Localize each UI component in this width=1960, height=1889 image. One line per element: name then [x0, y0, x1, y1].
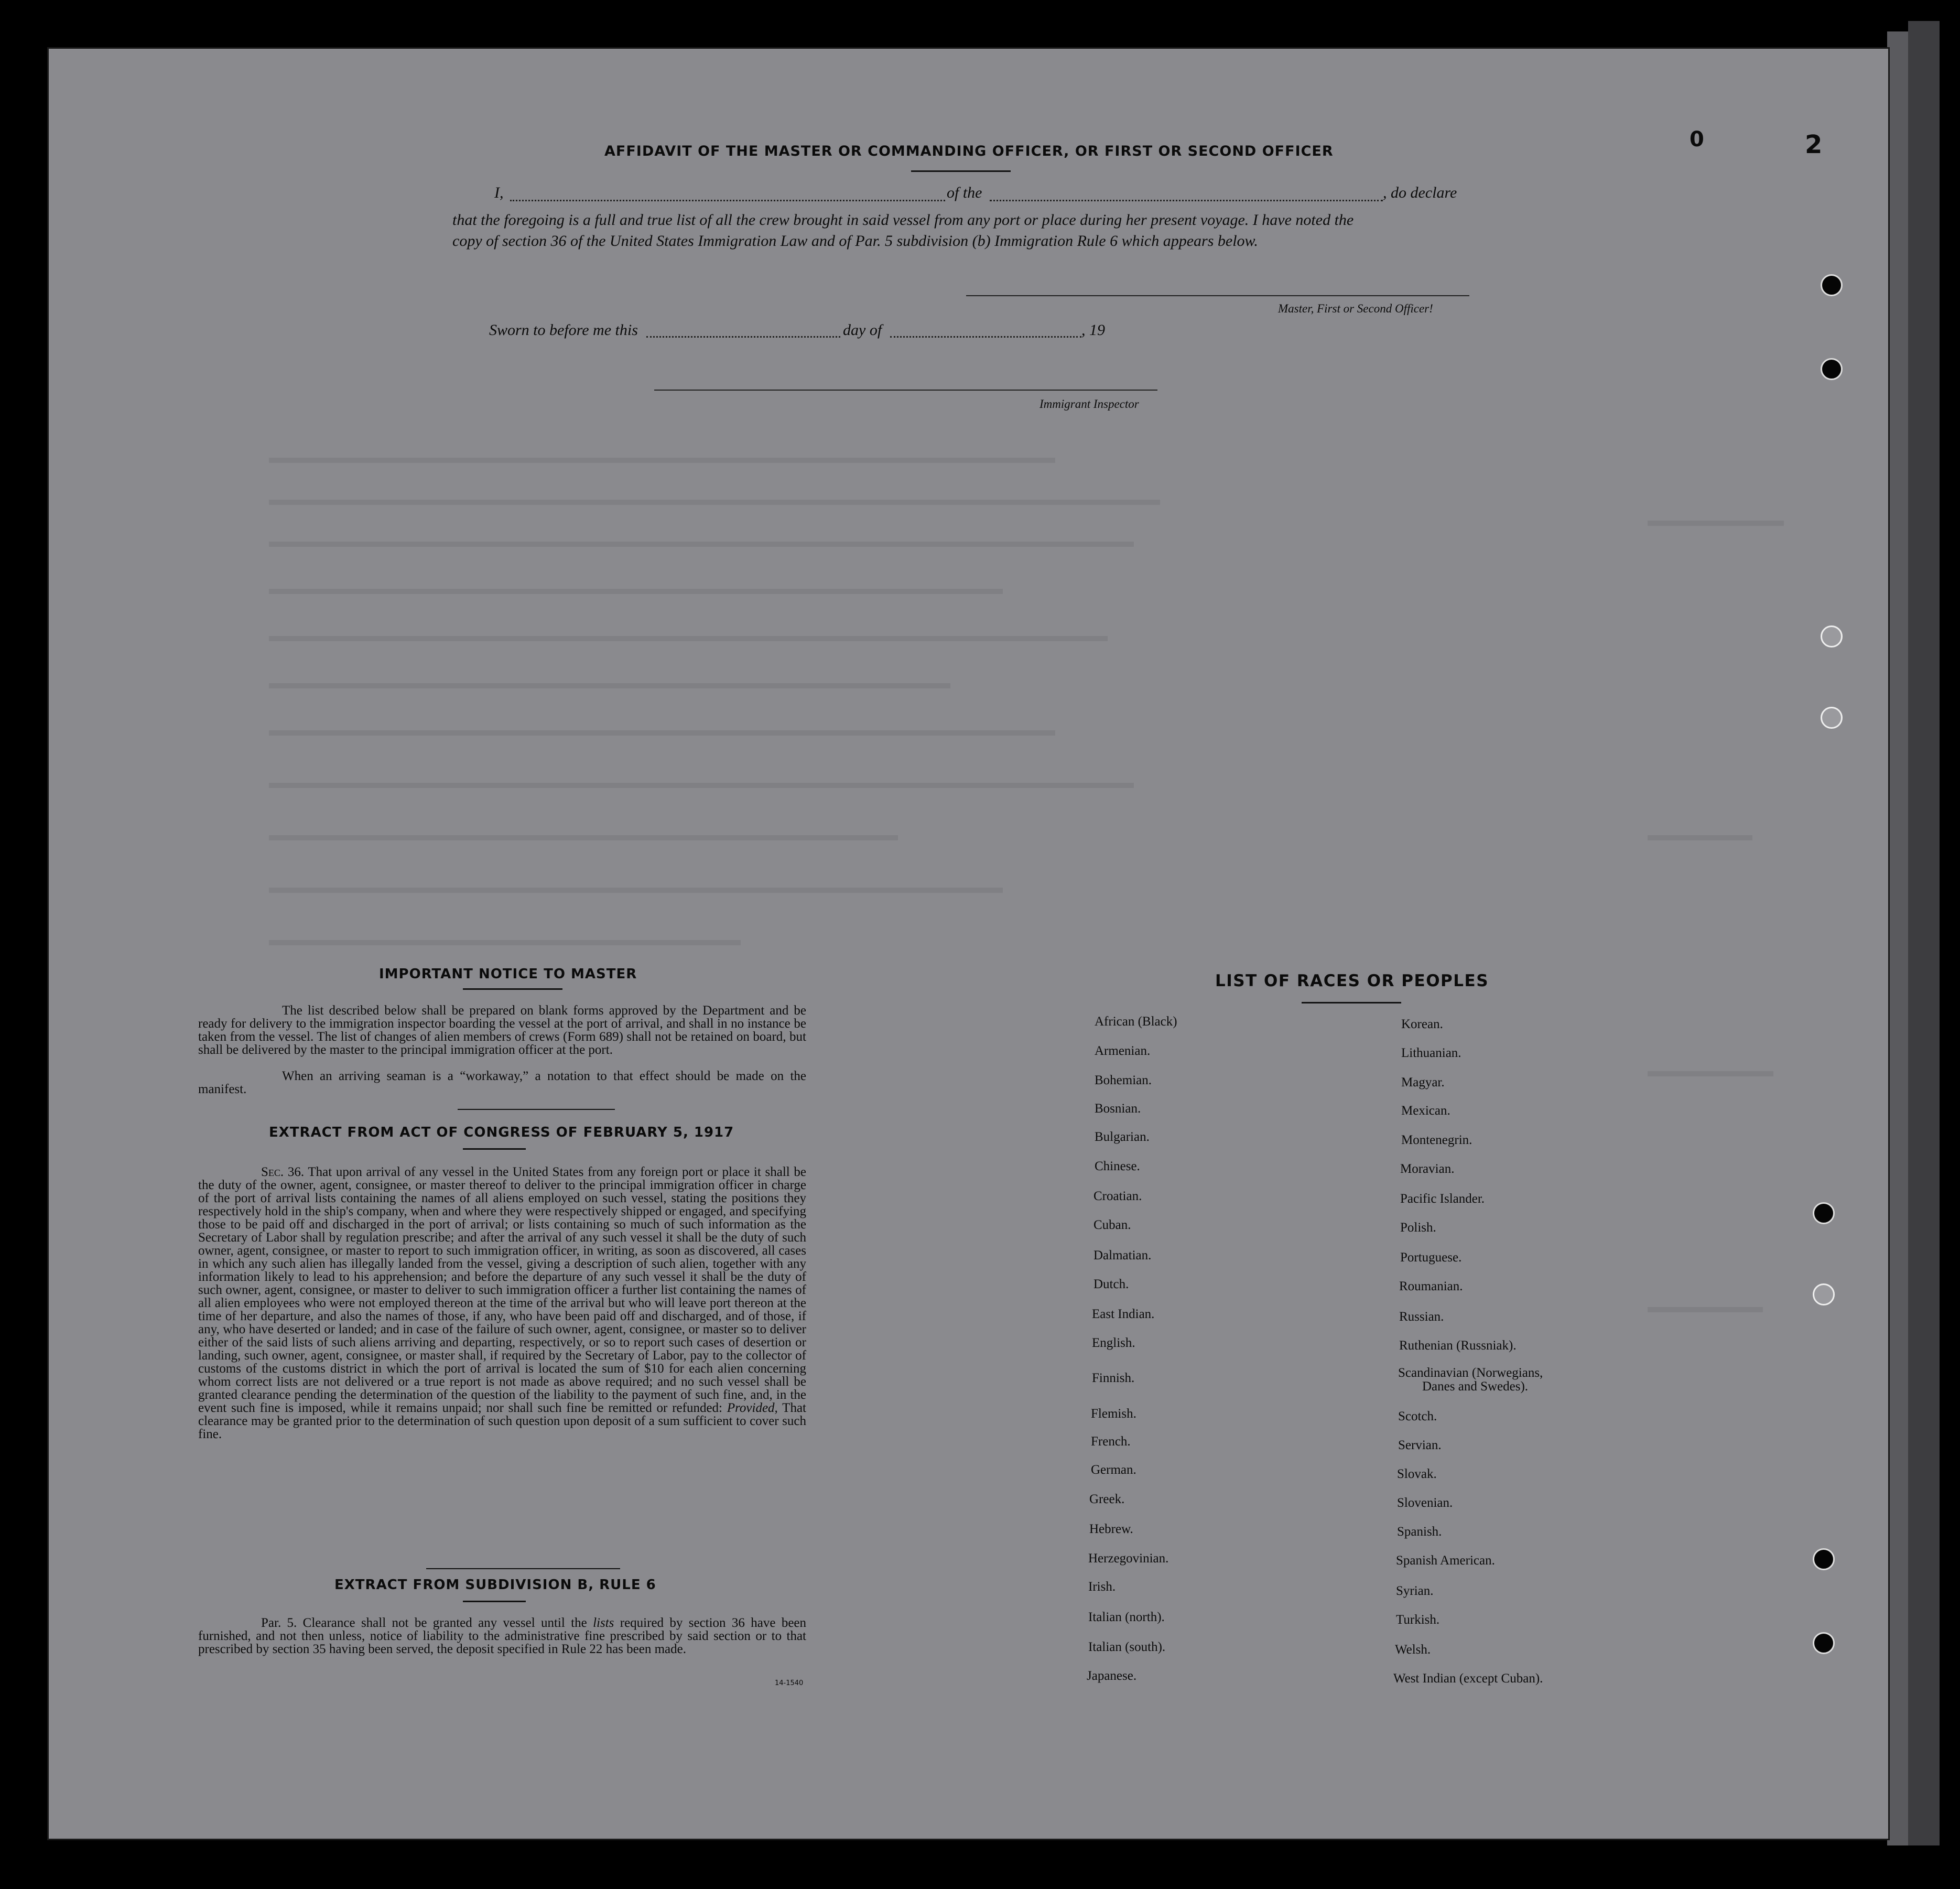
race-item: Chinese.	[1095, 1159, 1140, 1173]
race-item: Hebrew.	[1089, 1522, 1133, 1536]
year-label: , 19	[1081, 321, 1105, 339]
race-item: Spanish American.	[1396, 1553, 1495, 1568]
act-sec-label: Sec. 36.	[261, 1165, 305, 1179]
inspector-caption: Immigrant Inspector	[1039, 397, 1139, 411]
race-item: English.	[1092, 1336, 1135, 1350]
race-item: Cuban.	[1093, 1218, 1131, 1232]
race-item: East Indian.	[1092, 1307, 1155, 1321]
race-item: Slovenian.	[1397, 1496, 1453, 1510]
binder-hole	[1821, 358, 1843, 380]
underlying-sheet-edge	[1908, 21, 1940, 1845]
affidavit-i-label: I,	[494, 184, 504, 201]
race-item: Mexican.	[1401, 1104, 1450, 1118]
rule-text-a: Clearance shall not be granted any vessel until the	[302, 1616, 587, 1630]
margin-page-mark: 2	[1805, 130, 1823, 159]
affidavit-line-3: copy of section 36 of the United States Immigration Law and of Par. 5 subdivision (b) Immigration Rule 6 which appears below.	[452, 232, 1258, 250]
race-item: Welsh.	[1395, 1643, 1431, 1657]
rule-par-label: Par. 5.	[261, 1616, 297, 1630]
race-item: Japanese.	[1087, 1669, 1137, 1683]
race-item: Herzegovinian.	[1088, 1551, 1169, 1566]
race-item: African (Black)	[1095, 1014, 1177, 1029]
rule-lists: lists	[593, 1616, 614, 1630]
race-item: Italian (north).	[1088, 1610, 1165, 1624]
notice-title: IMPORTANT NOTICE TO MASTER	[379, 966, 637, 982]
section-divider	[426, 1568, 620, 1569]
rule-divider	[463, 1601, 526, 1602]
rule-paragraph	[198, 1616, 806, 1656]
rule-text-b: required by section 36 have been furnished, and not then unless, notice of liability to the administrative fine prescribed by said section or to that prescribed by section 35 having been served, the deposit specified in Rule 22 has been made.	[198, 1616, 807, 1656]
act-provided: Provided,	[727, 1401, 778, 1415]
race-item: Italian (south).	[1088, 1640, 1166, 1654]
affiant-name-field[interactable]	[510, 200, 945, 201]
race-item: Bohemian.	[1095, 1073, 1152, 1087]
race-item: Scotch.	[1398, 1409, 1437, 1423]
binder-hole	[1813, 1283, 1835, 1305]
race-item: Servian.	[1398, 1438, 1442, 1452]
race-item: Ruthenian (Russniak).	[1399, 1339, 1517, 1353]
race-item: Bosnian.	[1095, 1102, 1141, 1116]
inspector-signature-line[interactable]	[654, 390, 1157, 391]
race-item: Russian.	[1399, 1310, 1444, 1324]
race-item: Greek.	[1089, 1492, 1125, 1506]
document-page	[47, 47, 1890, 1840]
binder-hole	[1821, 625, 1843, 647]
race-item: Armenian.	[1095, 1044, 1151, 1058]
race-item: Syrian.	[1396, 1584, 1434, 1598]
race-item: Roumanian.	[1399, 1279, 1463, 1293]
master-caption: Master, First or Second Officer!	[1278, 302, 1433, 315]
binder-hole	[1821, 707, 1843, 729]
race-item: Korean.	[1401, 1017, 1443, 1031]
form-number: 14-1540	[775, 1679, 804, 1687]
race-item: Irish.	[1088, 1580, 1116, 1594]
race-item: French.	[1091, 1434, 1131, 1449]
race-item: Slovak.	[1397, 1467, 1437, 1481]
race-item: Spanish.	[1397, 1525, 1442, 1539]
race-item: Croatian.	[1093, 1189, 1142, 1203]
races-divider	[1302, 1002, 1401, 1003]
race-item: Flemish.	[1091, 1407, 1136, 1421]
act-section-36	[198, 1165, 806, 1441]
race-item: Scandinavian (Norwegians,	[1398, 1366, 1543, 1380]
rule-title: EXTRACT FROM SUBDIVISION B, RULE 6	[334, 1577, 656, 1593]
race-item: Moravian.	[1400, 1162, 1455, 1176]
notice-paragraph-1: The list described below shall be prepared on blank forms approved by the Department and be ready for delivery to the immigration inspector boarding the vessel at the port of arrival, and shall in no instance be taken from the vessel. The list of changes of alien members of crews (Form 689) shall not be retained on board, but shall be delivered by the master to the principal immigration officer at the port.	[198, 1003, 806, 1057]
master-signature-line[interactable]	[966, 295, 1469, 296]
affidavit-do-declare: , do declare	[1383, 184, 1457, 201]
race-item: Portuguese.	[1400, 1250, 1462, 1265]
sworn-label: Sworn to before me this	[489, 321, 638, 339]
notice-divider	[463, 988, 562, 990]
binder-hole	[1821, 274, 1843, 296]
title-divider	[911, 170, 1011, 172]
affidavit-title: AFFIDAVIT OF THE MASTER OR COMMANDING OFFICER, OR FIRST OR SECOND OFFICER	[604, 143, 1334, 159]
race-item: German.	[1091, 1463, 1136, 1477]
act-tail: That clearance may be granted prior to the determination of such question upon deposit of a sum sufficient to cover such fine.	[198, 1401, 806, 1441]
affidavit-of-the-label: of the	[947, 184, 982, 201]
sworn-day-field[interactable]	[646, 336, 840, 338]
race-item: Finnish.	[1092, 1371, 1135, 1385]
notice-paragraph-2: When an arriving seaman is a “workaway,” a notation to that effect should be made on the manifest.	[198, 1069, 806, 1096]
binder-hole	[1813, 1202, 1835, 1224]
race-item: Turkish.	[1396, 1613, 1440, 1627]
binder-hole	[1813, 1632, 1835, 1654]
act-divider	[463, 1148, 526, 1150]
sworn-month-field[interactable]	[890, 336, 1081, 338]
act-text: That upon arrival of any vessel in the United States from any foreign port or place it shall be the duty of the owner, agent, consignee, or master thereof to deliver to the principal immigration officer in charge of the port of arrival lists containing the names of all aliens employed on such vessel, stating the positions they respectively hold in the ship's company, when and where they were respectively shipped or engaged, and specifying those to be paid off and discharged in the port of arrival; or lists containing so much of such information as the Secretary of Labor shall by regulation prescribe; and after the arrival of any such vessel it shall be the duty of such owner, agent, consignee, or master to report to such immigration officer, in writing, as soon as discovered, all cases in which any such alien has illegally landed from the vessel, giving a description of such alien, together with any information likely to lead to his apprehension; and before the departure of any such vessel it shall be the duty of such owner, agent, consignee, or master to deliver to such immigration officer a further list containing the names of all alien employees who were not employed thereon at the time of the arrival but who will leave port thereon at the time of her departure, and also the names of those, if any, who have been paid off and discharged, and of those, if any, who have deserted or landed; and in case of the failure of such owner, agent, consignee, or master so to deliver either of the said lists of such aliens arriving and departing, respectively, or so to report such cases of desertion or landing, such owner, agent, consignee, or master shall, if required by the Secretary of Labor, pay to the collector of customs of the customs district in which the port of arrival is located the sum of $10 for each alien concerning whom correct lists are not delivered or a true report is not made as above required; and no such vessel shall be granted clearance pending the determination of the question of the liability to the payment of such fine, and, in the event such fine is imposed, while it remains unpaid; nor shall such fine be remitted or refunded:	[198, 1165, 807, 1415]
vessel-name-field[interactable]	[990, 200, 1383, 201]
race-item: Lithuanian.	[1401, 1046, 1461, 1060]
race-item: Pacific Islander.	[1400, 1192, 1485, 1206]
races-title: LIST OF RACES OR PEOPLES	[1215, 972, 1489, 990]
margin-top-mark: 0	[1690, 127, 1704, 152]
race-item: Polish.	[1400, 1221, 1436, 1235]
race-item: Montenegrin.	[1401, 1133, 1472, 1147]
binder-hole	[1813, 1548, 1835, 1570]
race-item: Bulgarian.	[1095, 1130, 1150, 1144]
race-item: Magyar.	[1401, 1075, 1445, 1089]
act-title: EXTRACT FROM ACT OF CONGRESS OF FEBRUARY 5, 1917	[269, 1125, 734, 1140]
race-item: Dutch.	[1093, 1277, 1129, 1291]
race-item: West Indian (except Cuban).	[1393, 1671, 1543, 1686]
affidavit-line-2: that the foregoing is a full and true list of all the crew brought in said vessel from any port or place during her present voyage. I have noted the	[452, 211, 1354, 229]
race-item: Danes and Swedes).	[1422, 1379, 1529, 1394]
day-of-label: day of	[843, 321, 882, 339]
race-item: Dalmatian.	[1093, 1248, 1152, 1262]
section-divider	[458, 1109, 615, 1110]
